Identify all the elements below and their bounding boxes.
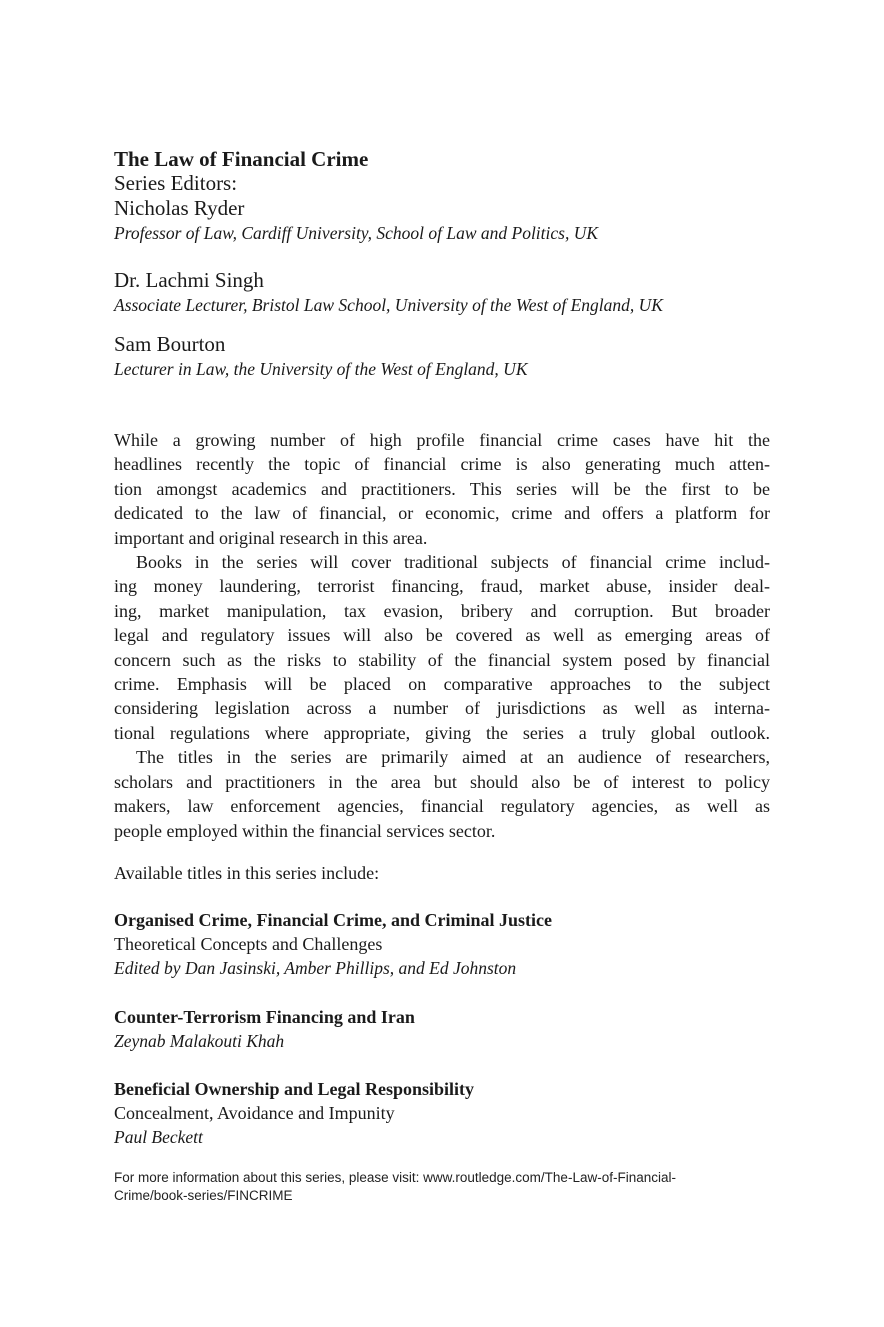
- book-title: Counter-Terrorism Financing and Iran: [114, 1007, 415, 1027]
- editor-affiliation: Professor of Law, Cardiff University, School of Law and Politics, UK: [114, 223, 599, 243]
- text-line: considering legislation across a number of jurisdictions as well as interna-: [114, 698, 770, 719]
- text-line: important and original research in this area.: [114, 527, 428, 548]
- editor-name: Nicholas Ryder: [114, 196, 245, 220]
- footer-note: [114, 1169, 770, 1205]
- text-line: headlines recently the topic of financial crime is also generating much atten-: [114, 454, 770, 475]
- series-header: [114, 147, 770, 245]
- book-title: Organised Crime, Financial Crime, and Criminal Justice: [114, 910, 552, 930]
- book-author: Zeynab Malakouti Khah: [114, 1031, 285, 1051]
- series-description: [114, 428, 770, 843]
- series-title: The Law of Financial Crime: [114, 147, 369, 171]
- text-line: ing money laundering, terrorist financing, fraud, market abuse, insider deal-: [114, 576, 770, 597]
- text-line: crime. Emphasis will be placed on comparative approaches to the subject: [114, 674, 770, 695]
- footer-line: Crime/book-series/FINCRIME: [114, 1188, 293, 1203]
- book-entry: [114, 1077, 770, 1149]
- text-line: Books in the series will cover traditional subjects of financial crime includ-: [136, 552, 770, 573]
- book-subtitle: Theoretical Concepts and Challenges: [114, 934, 383, 954]
- text-line: concern such as the risks to stability of the financial system posed by financial: [114, 649, 770, 670]
- editor-name: Dr. Lachmi Singh: [114, 268, 264, 292]
- book-title: Beneficial Ownership and Legal Responsibility: [114, 1079, 475, 1099]
- editor: [114, 332, 770, 381]
- text-line: tional regulations where appropriate, giving the series a truly global outlook.: [114, 722, 770, 743]
- book-author: Paul Beckett: [114, 1127, 203, 1147]
- editor-name: Sam Bourton: [114, 332, 226, 356]
- text-line: legal and regulatory issues will also be covered as well as emerging areas of: [114, 625, 770, 646]
- series-editors-label: Series Editors:: [114, 171, 238, 195]
- footer-line: For more information about this series, please visit: www.routledge.com/The-Law-of-Financial-: [114, 1170, 676, 1185]
- text-line: people employed within the financial services sector.: [114, 820, 496, 841]
- editor-affiliation: Lecturer in Law, the University of the West of England, UK: [114, 359, 528, 379]
- book-entry: [114, 908, 770, 980]
- text-line: scholars and practitioners in the area but should also be of interest to policy: [114, 771, 770, 792]
- editor: [114, 268, 770, 317]
- text-line: ing, market manipulation, tax evasion, bribery and corruption. But broader: [114, 600, 770, 621]
- text-line: tion amongst academics and practitioners. This series will be the first to be: [114, 478, 770, 499]
- book-subtitle: Concealment, Avoidance and Impunity: [114, 1103, 395, 1123]
- available-label: [114, 861, 770, 885]
- editor-affiliation: Associate Lecturer, Bristol Law School, University of the West of England, UK: [114, 295, 663, 315]
- text-line: dedicated to the law of financial, or economic, crime and offers a platform for: [114, 503, 770, 524]
- book-author: Edited by Dan Jasinski, Amber Phillips, and Ed Johnston: [114, 958, 517, 978]
- text-line: makers, law enforcement agencies, financial regulatory agencies, as well as: [114, 796, 770, 817]
- available-label-text: Available titles in this series include:: [114, 863, 380, 883]
- text-line: The titles in the series are primarily aimed at an audience of researchers,: [136, 747, 770, 768]
- text-line: While a growing number of high profile financial crime cases have hit the: [114, 430, 770, 450]
- book-entry: [114, 1005, 770, 1053]
